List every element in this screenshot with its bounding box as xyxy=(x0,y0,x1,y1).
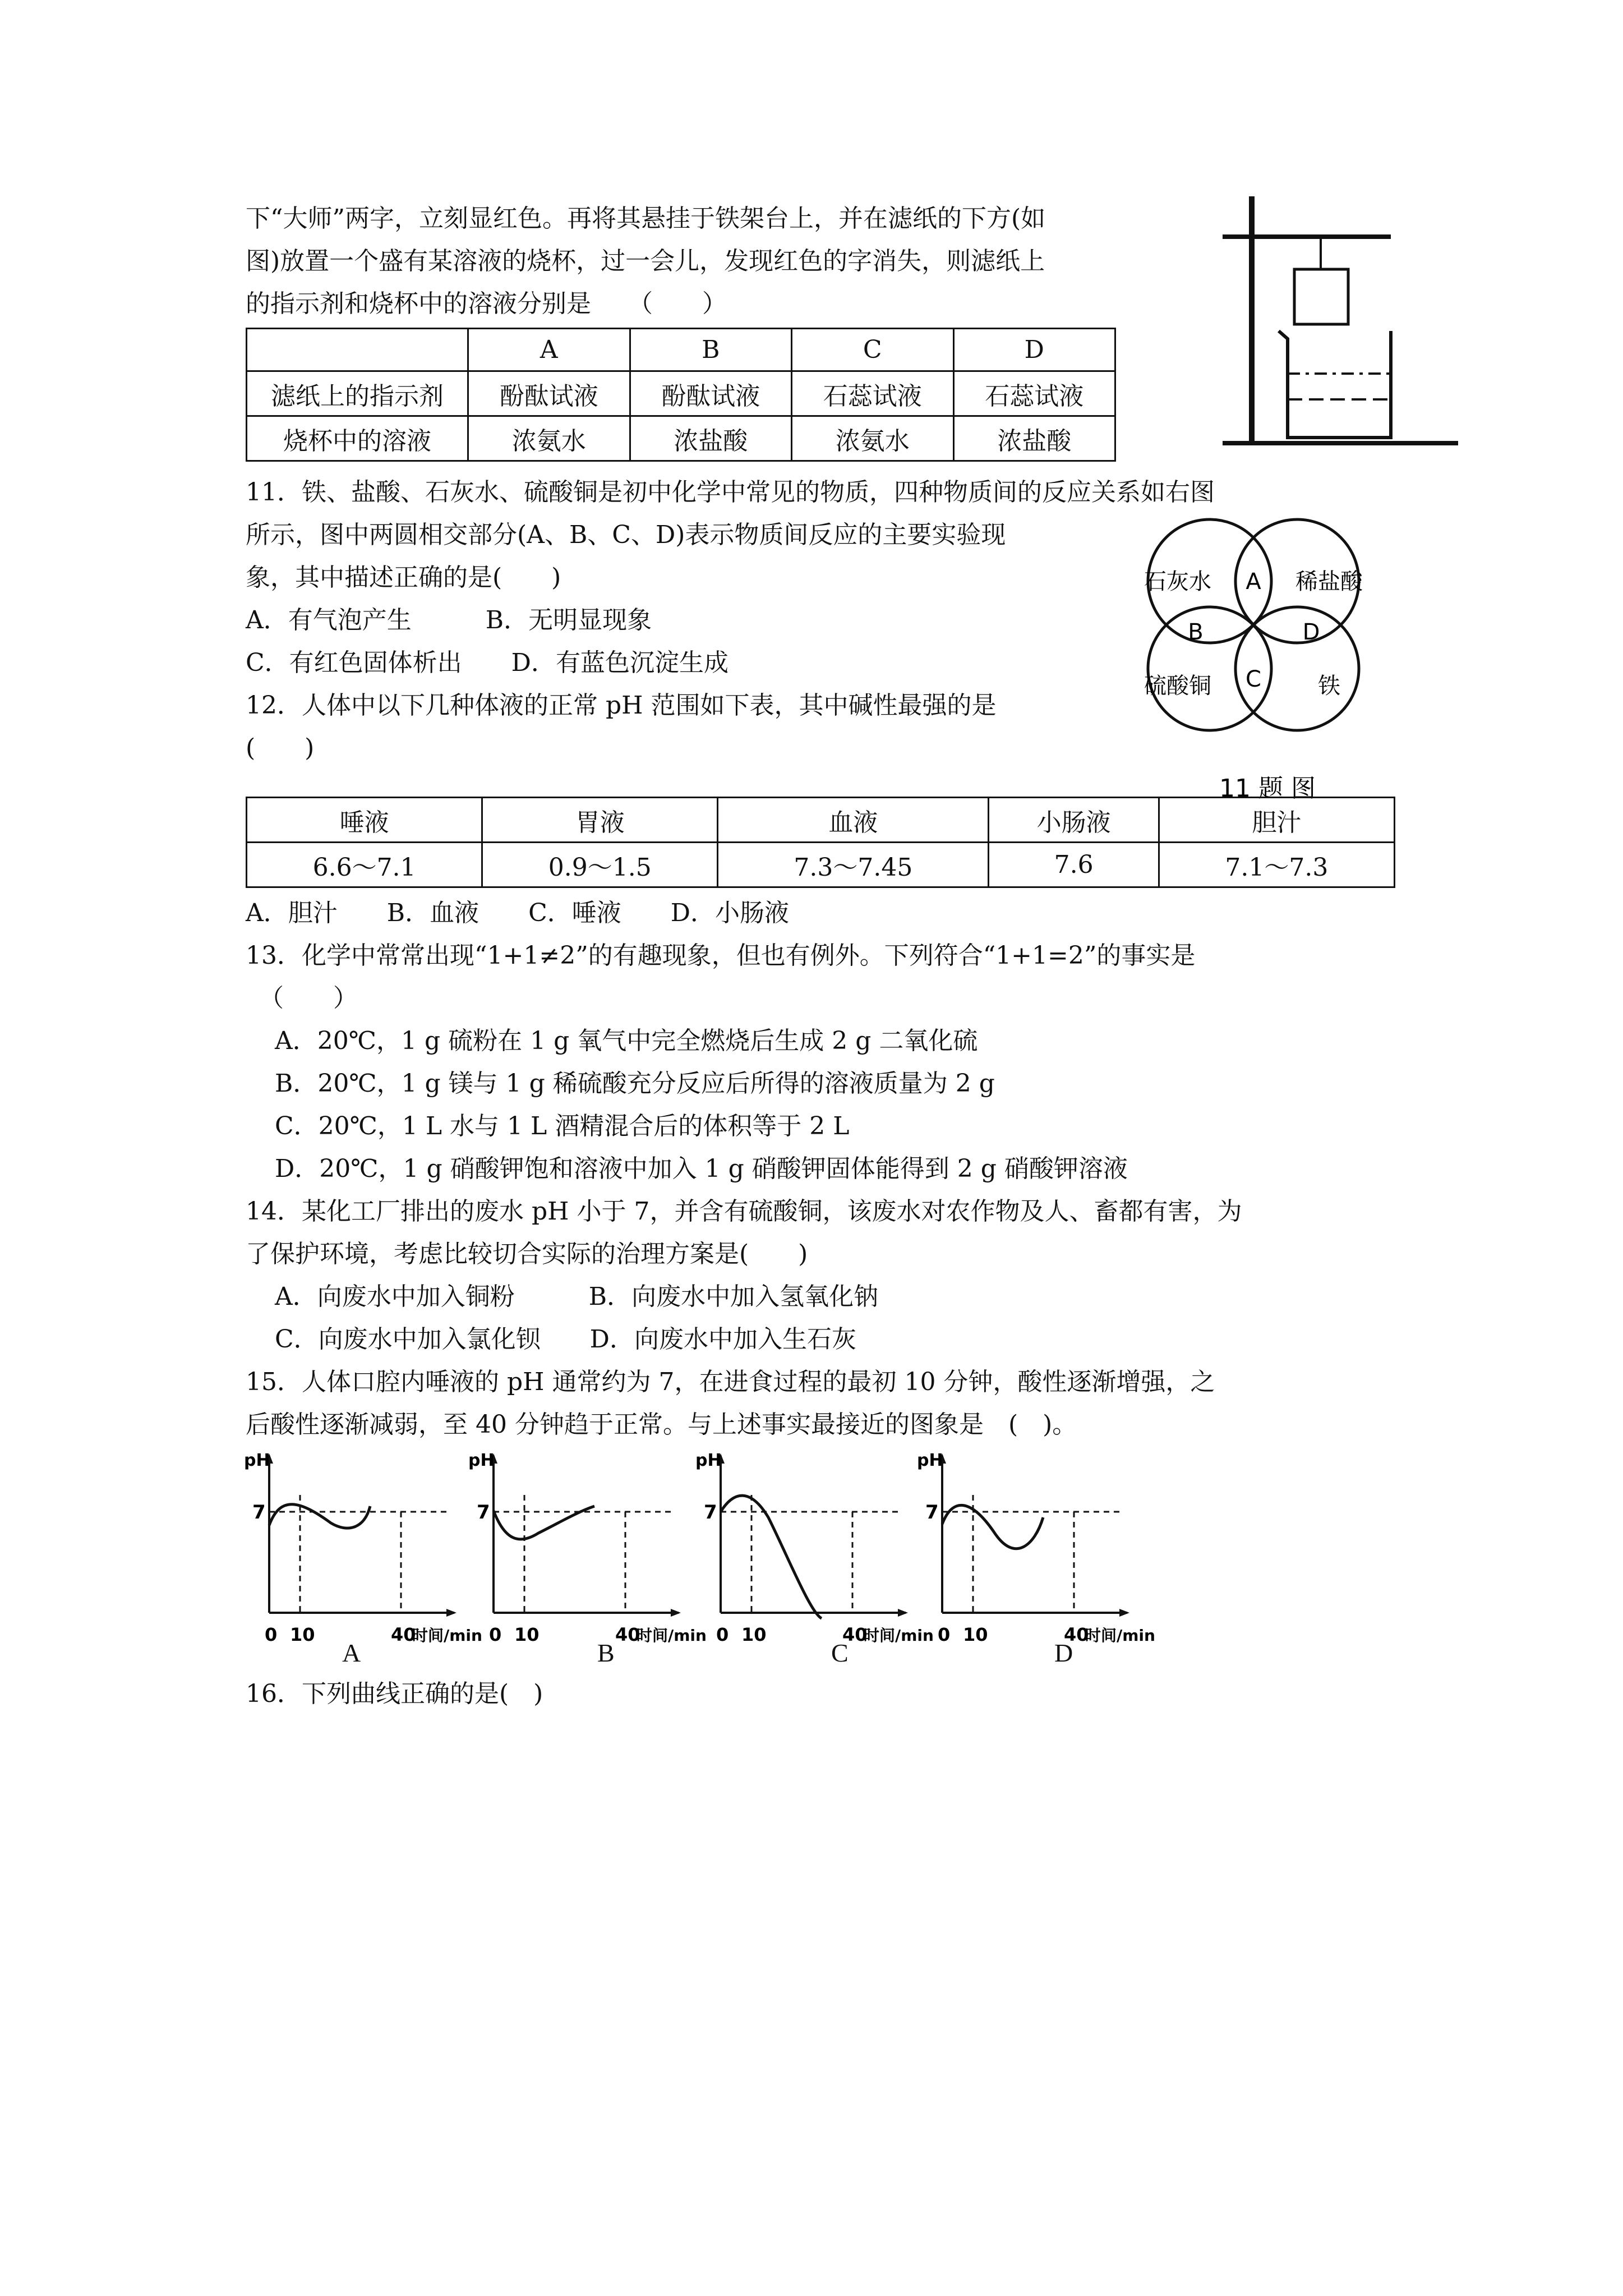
graph-c-curve xyxy=(721,1496,822,1618)
graph-b-x-arrow xyxy=(671,1609,681,1617)
graph-b-x-tick-10: 10 xyxy=(514,1624,540,1645)
graph-d-x-label: 时间/min xyxy=(1085,1626,1155,1645)
q13-option-b: B．20℃，1 g 镁与 1 g 稀硫酸充分反应后所得的溶液质量为 2 g xyxy=(275,1069,995,1098)
graph-d-x-tick-40: 40 xyxy=(1064,1624,1089,1645)
venn-region-b: B xyxy=(1188,619,1204,645)
graph-a-y-tick: 7 xyxy=(252,1501,266,1524)
venn-label-limewater: 石灰水 xyxy=(1144,569,1211,595)
q12-options: A．胆汁 B．血液 C．唾液 D．小肠液 xyxy=(246,899,790,927)
venn-region-a: A xyxy=(1246,569,1261,595)
q15-graph-label-a: A xyxy=(342,1639,361,1667)
q10-row-indicator-d: 石蕊试液 xyxy=(953,371,1115,416)
q11-line-3: 象，其中描述正确的是( ) xyxy=(246,563,561,592)
q13-option-d: D．20℃，1 g 硝酸钾饱和溶液中加入 1 g 硝酸钾固体能得到 2 g 硝酸钾溶液 xyxy=(275,1154,1128,1183)
graph-d-x-tick-0: 0 xyxy=(938,1624,951,1645)
graph-c-y-tick: 7 xyxy=(704,1501,717,1524)
q10-table-header-a: A xyxy=(468,329,630,371)
q10-row-solution-a: 浓氨水 xyxy=(468,416,630,461)
q13-line-2: （ ） xyxy=(259,984,358,1013)
q15-line-1: 15．人体口腔内唾液的 pH 通常约为 7，在进食过程的最初 10 分钟，酸性逐渐增强，之 xyxy=(246,1368,1215,1396)
q14-line-1: 14．某化工厂排出的废水 pH 小于 7，并含有硫酸铜，该废水对农作物及人、畜都有害，为 xyxy=(246,1197,1242,1226)
venn-label-hydrochloric-acid: 稀盐酸 xyxy=(1295,569,1363,595)
graph-c-x-tick-0: 0 xyxy=(716,1624,729,1645)
q15-line-2: 后酸性逐渐减弱，至 40 分钟趋于正常。与上述事实最接近的图象是 ( )。 xyxy=(246,1410,1077,1439)
q15-graph-label-d: D xyxy=(1054,1639,1073,1667)
q10-table-header-c: C xyxy=(792,329,954,371)
graph-a-x-tick-40: 40 xyxy=(391,1624,416,1645)
q11-options-cd: C．有红色固体析出 D．有蓝色沉淀生成 xyxy=(246,648,728,677)
q14-options-ab: A．向废水中加入铜粉 B．向废水中加入氢氧化钠 xyxy=(275,1282,879,1311)
q13-option-c: C．20℃，1 L 水与 1 L 酒精混合后的体积等于 2 L xyxy=(275,1112,850,1140)
q11-line-1: 11．铁、盐酸、石灰水、硫酸铜是初中化学中常见的物质，四种物质间的反应关系如右图 xyxy=(246,478,1215,507)
graph-b-y-label: pH xyxy=(468,1451,495,1470)
q10-row-solution-label: 烧杯中的溶液 xyxy=(247,416,468,461)
q14-line-2: 了保护环境，考虑比较切合实际的治理方案是( ) xyxy=(246,1240,808,1268)
q12-header-gastric-juice: 胃液 xyxy=(482,798,718,843)
graph-b-x-tick-40: 40 xyxy=(615,1624,640,1645)
q11-line-2: 所示，图中两圆相交部分(A、B、C、D)表示物质间反应的主要实验现 xyxy=(246,521,1006,549)
graph-c-x-tick-40: 40 xyxy=(842,1624,868,1645)
graph-b-x-tick-0: 0 xyxy=(489,1624,502,1645)
graph-d-y-tick: 7 xyxy=(925,1501,939,1524)
graph-d-x-arrow xyxy=(1119,1609,1129,1617)
q12-ph-table xyxy=(246,797,1395,888)
venn-diagram xyxy=(1116,505,1408,808)
q10-row-solution-b: 浓盐酸 xyxy=(630,416,792,461)
q15-ph-graphs xyxy=(236,1444,1189,1658)
venn-region-d: D xyxy=(1302,619,1320,645)
q12-value-intestinal-juice: 7.6 xyxy=(989,843,1159,887)
q10-table-header-d: D xyxy=(953,329,1115,371)
graph-a-x-tick-10: 10 xyxy=(290,1624,315,1645)
q10-row-indicator-b: 酚酞试液 xyxy=(630,371,792,416)
q10-line-2: 图)放置一个盛有某溶液的烧杯，过一会儿，发现红色的字消失，则滤纸上 xyxy=(246,247,1045,275)
q14-options-cd: C．向废水中加入氯化钡 D．向废水中加入生石灰 xyxy=(275,1325,856,1354)
q10-row-indicator-c: 石蕊试液 xyxy=(792,371,954,416)
q11-options-ab: A．有气泡产生 B．无明显现象 xyxy=(246,606,652,634)
q12-header-bile: 胆汁 xyxy=(1159,798,1394,843)
q15-graph-label-c: C xyxy=(831,1639,849,1667)
q13-option-a: A．20℃，1 g 硫粉在 1 g 氧气中完全燃烧后生成 2 g 二氧化硫 xyxy=(275,1027,978,1055)
q12-value-bile: 7.1～7.3 xyxy=(1159,843,1394,887)
q16-line: 16．下列曲线正确的是( ) xyxy=(246,1680,543,1708)
venn-label-iron: 铁 xyxy=(1318,673,1340,699)
graph-b-y-tick: 7 xyxy=(477,1501,490,1524)
q10-line-1: 下“大师”两字，立刻显红色。再将其悬挂于铁架台上，并在滤纸的下方(如 xyxy=(246,204,1046,233)
graph-c-y-label: pH xyxy=(695,1451,722,1470)
venn-caption: 11 题 图 xyxy=(1219,774,1316,803)
venn-region-c: C xyxy=(1246,666,1261,692)
graph-a-curve xyxy=(269,1504,370,1528)
q10-row-solution-d: 浓盐酸 xyxy=(953,416,1115,461)
graph-d-x-tick-10: 10 xyxy=(963,1624,988,1645)
q12-value-saliva: 6.6～7.1 xyxy=(247,843,482,887)
q15-graph-label-b: B xyxy=(597,1639,615,1667)
iron-stand-beaker-figure xyxy=(1223,191,1469,454)
graph-a-x-label: 时间/min xyxy=(412,1626,482,1645)
graph-c-x-label: 时间/min xyxy=(864,1626,934,1645)
graph-c-x-tick-10: 10 xyxy=(741,1624,767,1645)
q10-line-3: 的指示剂和烧杯中的溶液分别是 （ ） xyxy=(246,289,727,318)
graph-b-x-label: 时间/min xyxy=(637,1626,707,1645)
q10-row-solution-c: 浓氨水 xyxy=(792,416,954,461)
q10-row-indicator-a: 酚酞试液 xyxy=(468,371,630,416)
q12-line-1: 12．人体中以下几种体液的正常 pH 范围如下表，其中碱性最强的是 xyxy=(246,691,997,720)
q12-header-intestinal-juice: 小肠液 xyxy=(989,798,1159,843)
q12-line-2: ( ) xyxy=(246,734,315,762)
graph-c-x-arrow xyxy=(898,1609,908,1617)
graph-d-y-label: pH xyxy=(917,1451,943,1470)
q13-line-1: 13．化学中常常出现“1+1≠2”的有趣现象，但也有例外。下列符合“1+1=2”的事实是 xyxy=(246,941,1196,970)
q12-header-blood: 血液 xyxy=(718,798,989,843)
ph-graphs-svg xyxy=(236,1444,1189,1658)
graph-a-x-arrow xyxy=(446,1609,457,1617)
q12-header-saliva: 唾液 xyxy=(247,798,482,843)
graph-a-y-label: pH xyxy=(244,1451,270,1470)
graph-a-x-tick-0: 0 xyxy=(265,1624,278,1645)
q10-table-header-blank xyxy=(247,329,468,371)
q10-row-indicator-label: 滤纸上的指示剂 xyxy=(247,371,468,416)
q12-value-blood: 7.3～7.45 xyxy=(718,843,989,887)
venn-label-copper-sulfate: 硫酸铜 xyxy=(1144,673,1211,699)
q10-answer-table xyxy=(246,328,1116,462)
q10-table-header-b: B xyxy=(630,329,792,371)
q12-value-gastric-juice: 0.9～1.5 xyxy=(482,843,718,887)
